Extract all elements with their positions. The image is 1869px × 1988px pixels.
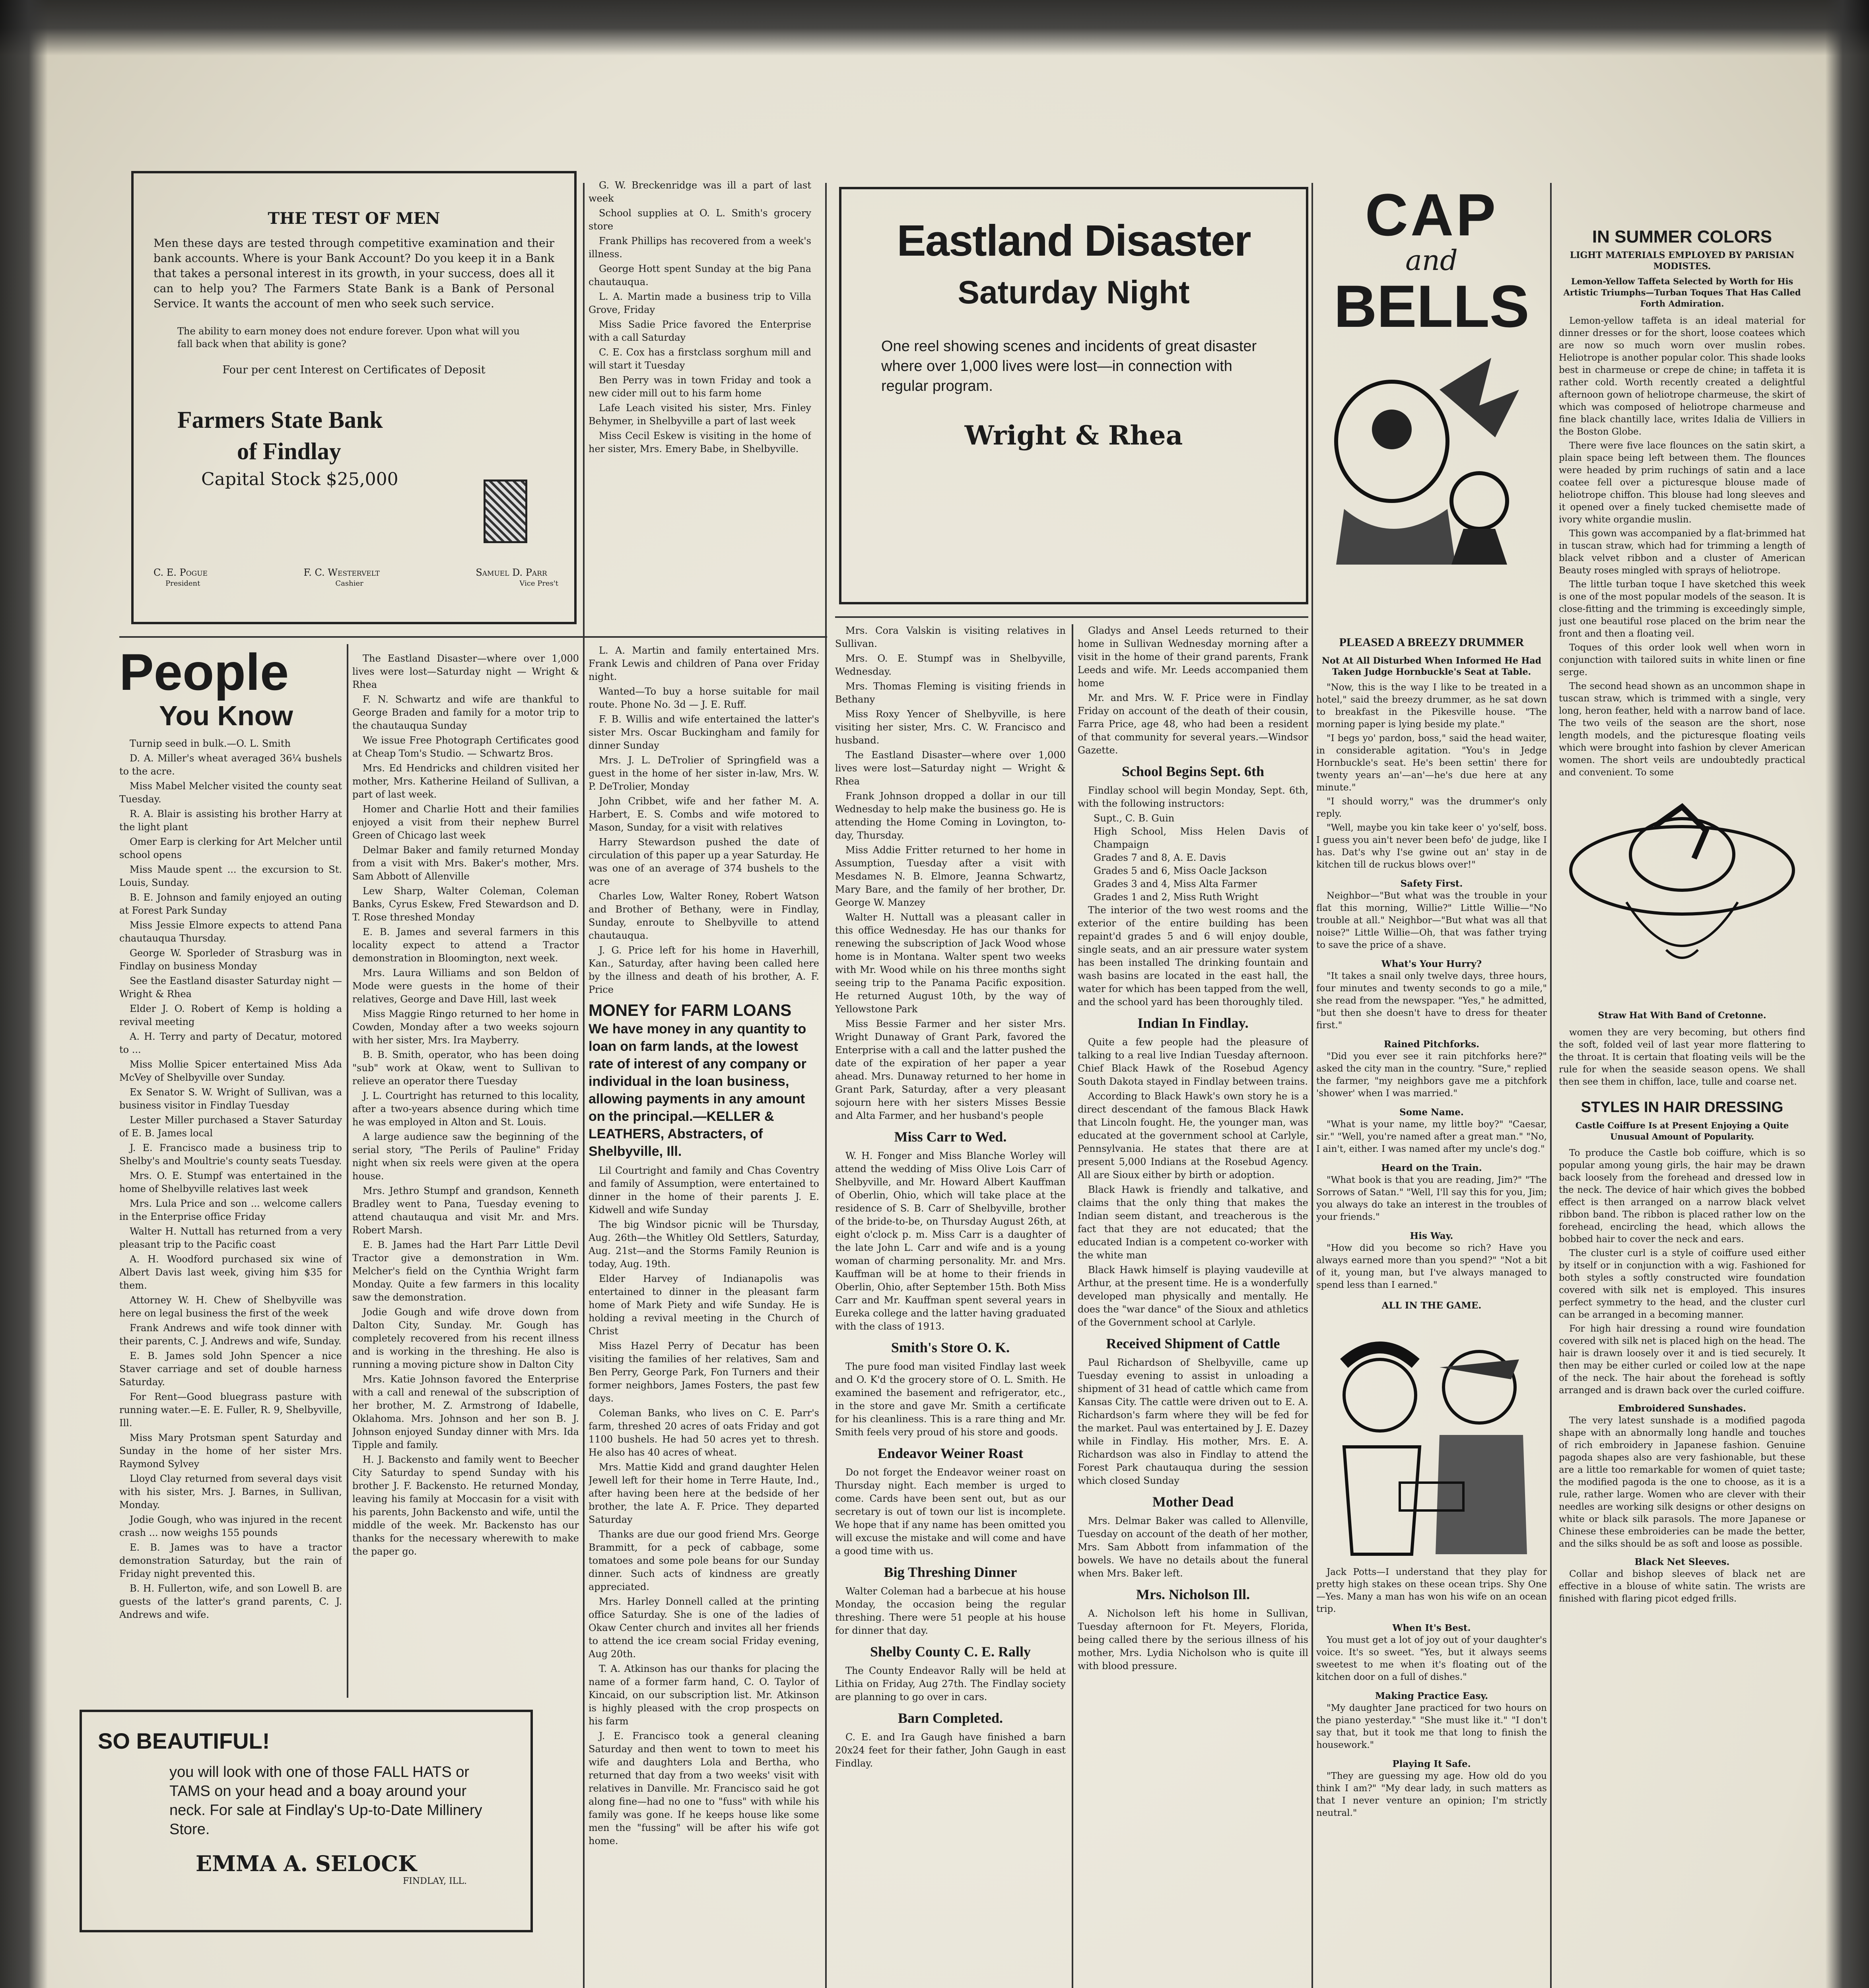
people-title: People bbox=[119, 644, 289, 701]
column-5: Gladys and Ansel Leeds returned to their home in Sullivan Wednesday morning after a visit in the home of their grand parents, Frank Leeds and wife. Mr. Leeds accompanied them home Mr. and Mrs. W. F. Price were in Findlay Friday on account of the death of their cousin, Farra Price, age 48, who had been a resident of that community for several years.—Windsor Gazette. School Begins Sept. 6th Findlay school will begin Monday, Sept. 6th, with the following instructors: Supt., C. B. Guin High School, Miss Helen Davis of Champaign Grades 7 and 8, A. E. Davis Grades 5 and 6, Miss Oacle Jackson Grades 3 and 4, Miss Alta Farmer Grades 1 and 2, Miss Ruth Wright The interior of the two west rooms and the exterior of the entire building has been repaint'd grades 5 and 6 will enjoy double, single seats, and an air pressure water system has been installed The drinking fountain and wash basins are located in the east hall, the water for which has been tapped from the well, and the school yard has been thoroughly tiled. Indian In Findlay. Quite a few people had the pleasure of talking to a real live Indian Tuesday afternoon. Chief Black Hawk of the Rosebud Agency South Dakota stayed in Findlay between trains. According to Black Hawk's own story he is a direct descendant of the famous Black Hawk that Lincoln fought. He, the younger man, was educated at the government school at Carlyle, Pennsylvania. He states that there are at present 5,000 Indians at the Rosebud Agency. All are Sioux either by birth or adoption. Black Hawk is friendly and talkative, and claims that the only thing that makes the Indian seem distant, and treacherous is the fact that they are not educated; that the educated Indian is a competent co-worker with the white man Black Hawk himself is playing vaudeville at Arthur, at the present time. He is a wonderfully developed man physically and mentally. He does the "war dance" of the Sioux and athletics of the Government school at Carlyle. Received Shipment of Cattle Paul Richardson of Shelbyville, came up Tuesday evening to assist in unloading a shipment of 31 head of cattle which came from Kansas City. The cattle were driven out to E. A. Richardson's farm where they will be fed for the market. Paul was entertained by J. E. Dazey while in Findlay. His mother, Mrs. E. A. Richardson was also in Findlay to attend the Forest Park chautauqua during the session which closed Sunday Mother Dead Mrs. Delmar Baker was called to Allenville, Tuesday on account of the death of her mother, Mrs. Sam Abbott from infammation of the bowels. We have no details about the funeral when Mrs. Baker left. Mrs. Nicholson Ill. A. Nicholson left his home in Sullivan, Tuesday afternoon for Ft. Meyers, Florida, being called there by the serious illness of his mother, Mrs. Lydia Nicholson who is quite ill with blood pressure. bbox=[1078, 625, 1308, 1672]
bank-ad-name1: Farmers State Bank bbox=[177, 407, 383, 433]
rule-col-4 bbox=[825, 183, 827, 1988]
bank-seal-icon bbox=[484, 480, 527, 543]
rule-col-5 bbox=[1072, 624, 1073, 1988]
carr-title: Miss Carr to Wed. bbox=[894, 1129, 1007, 1145]
people-subtitle: You Know bbox=[159, 700, 293, 731]
selock-name: EMMA A. SELOCK bbox=[196, 1851, 417, 1876]
rule-col-3 bbox=[583, 183, 585, 1988]
cap-bells-title-and: and bbox=[1405, 244, 1458, 277]
selock-place: FINDLAY, ILL. bbox=[402, 1876, 467, 1886]
hat-illustration-icon bbox=[1563, 783, 1801, 1006]
rally-title: Shelby County C. E. Rally bbox=[870, 1644, 1031, 1660]
indian-title: Indian In Findlay. bbox=[1137, 1015, 1249, 1031]
bank-ad bbox=[131, 171, 577, 624]
bank-ad-name2: of Findlay bbox=[237, 438, 341, 464]
eastland-sponsor: Wright & Rhea bbox=[964, 420, 1183, 451]
selock-ad bbox=[80, 1710, 533, 1932]
bank-ad-capital: Capital Stock $25,000 bbox=[201, 469, 398, 489]
scan-edge-top bbox=[0, 0, 1869, 56]
threshing-title: Big Threshing Dinner bbox=[884, 1564, 1017, 1580]
school-title: School Begins Sept. 6th bbox=[1121, 763, 1265, 779]
cartoon-illustration-icon bbox=[1320, 1316, 1543, 1562]
eastland-title-1: Eastland Disaster bbox=[897, 216, 1251, 265]
jester-illustration-icon bbox=[1320, 342, 1543, 573]
rule-col-cap bbox=[1311, 183, 1313, 1988]
rule-col-2 bbox=[347, 644, 348, 1698]
column-2-mid: The Eastland Disaster—where over 1,000 lives were lost—Saturday night — Wright & Rhea F. N. Schwartz and wife are thankful to George Braden and family for a motor trip to the chautauqua Sunday We issue Free Photograph Certificates good at Cheap Tom's Studio. — Schwartz Bros. Mrs. Ed Hendricks and children visited her mother, Mrs. Katherine Heiland of Sullivan, a part of last week. Homer and Charlie Hott and their families enjoyed a visit from their nephew Burrel Green of Chicago last week Delmar Baker and family returned Monday from a visit with Mrs. Baker's mother, Mrs. Sam Abbott of Allenville Lew Sharp, Walter Coleman, Coleman Banks, Cyrus Eskew, Fred Stewardson and D. T. Rose threshed Monday E. B. James and several farmers in this locality expect to attend a Tractor demonstration in Bloomington, next week. Mrs. Laura Williams and son Beldon of Mode were guests in the home of their relatives, George and Dave Hill, last week Miss Maggie Ringo returned to her home in Cowden, Monday after a two weeks sojourn with her sister, Mrs. Ira Mayberry. B. B. Smith, operator, who has been doing "sub" work at Okaw, went to Sullivan to relieve an operator there Tuesday J. L. Courtright has returned to this locality, after a two-years absence during which time he was employed in Alton and St. Louis. A large audience saw the beginning of the serial story, "The Perils of Pauline" Friday night when six reels were given at the opera house. Mrs. Jethro Stumpf and grandson, Kenneth Bradley went to Pana, Tuesday evening to attend chautauqua and visit Mr. and Mrs. Robert Marsh. E. B. James had the Hart Parr Little Devil Tractor give a demonstration in Wm. Melcher's field on the Cynthia Wright farm Monday. Quite a few farmers in this locality saw the demonstration. Jodie Gough and wife drove down from Dalton City, Sunday. Mr. Gough has completely recovered from his recent illness and is working in the threshing. He also is running a moving picture show in Dalton City Mrs. Katie Johnson favored the Enterprise with a call and renewal of the subscription of her brother, M. Z. Armstrong of Idabelle, Oklahoma. Mrs. Johnson and her son B. J. Johnson enjoyed Sunday dinner with Mrs. Ida Tipple and family. H. J. Backensto and family went to Beecher City Saturday to spend Sunday with his brother J. F. Backensto. He returned Monday, leaving his family at Moccasin for a visit with his parents, John Backensto and wife, until the middle of the week. Mr. Backensto has our thanks for the necessary wherewith to make the paper go. bbox=[352, 653, 579, 1557]
bank-officers bbox=[153, 567, 558, 589]
money-ad: MONEY for FARM LOANS We have money in any quantity to loan on farm lands, at the lowest rate of interest of any company or individual in the loan business, allowing payments in any amount on the principal.—KELLER & LEATHERS, Abstracters, of Shelbyville, Ill. bbox=[589, 1001, 806, 1159]
rule-people bbox=[119, 636, 827, 638]
scan-edge-left bbox=[0, 0, 48, 1988]
cap-bells-title-cap: CAP bbox=[1365, 181, 1498, 248]
officer-vice-president: Samuel D. Parr Vice Pres't bbox=[476, 567, 558, 588]
bank-ad-intro: Men these days are tested through competitive examination and their bank accounts. Where is your Bank Account? Do you keep it in a Bank that takes a personal interest in its growth, in your success, does all it can to help you? The Farmers State Bank is a Bank of Personal Service. It wants the account of men who seek such service. bbox=[153, 237, 554, 310]
selock-title: SO BEAUTIFUL! bbox=[98, 1728, 270, 1753]
endeavor-title: Endeavor Weiner Roast bbox=[877, 1445, 1024, 1461]
bank-ad-line2: The ability to earn money does not endure forever. Upon what will you fall back when that ability is gone? bbox=[177, 326, 520, 349]
officer-president: C. E. Pogue President bbox=[153, 567, 208, 588]
barn-title: Barn Completed. bbox=[898, 1710, 1003, 1726]
eastland-body: One reel showing scenes and incidents of great disaster where over 1,000 lives were lost—in connection with regular program. bbox=[881, 338, 1257, 394]
nicholson-title: Mrs. Nicholson Ill. bbox=[1136, 1586, 1250, 1602]
rule-col-fashion bbox=[1550, 183, 1552, 1988]
mother-title: Mother Dead bbox=[1152, 1494, 1234, 1510]
eastland-title-2: Saturday Night bbox=[958, 274, 1190, 311]
scan-edge-right bbox=[1825, 0, 1869, 1988]
fashion-column: IN SUMMER COLORS LIGHT MATERIALS EMPLOYED BY PARISIAN MODISTES. Lemon-Yellow Taffeta Selected by Worth for His Artistic Triumphs—Turban Toques That Has Called Forth Admiration. Lemon-yellow taffeta is an ideal material for dinner dresses or for the short, loose coatees which are now so much worn over muslin robes. Heliotrope is another popular color. This shade looks best in charmeuse or crepe de chine; in taffeta it is rather cold. Worth recently created a delightful afternoon gown of heliotrope charmeuse, the skirt of which was composed of heliotrope charmeuse and fine black chantilly lace, writes Idalia de Villiers in the Boston Globe. There were five lace flounces on the satin skirt, a plain space being left between them. The flounces were headed by prim ruchings of satin and a lace coatee fell over a picturesque blouse made of heliotrope chiffon. This blouse had long sleeves and it opened over a finely tucked chemisette made of ivory white organdie muslin. This gown was accompanied by a flat-brimmed hat in tuscan straw, which had for trimming a length of black velvet ribbon and a cluster of American Beauty roses mingled with sprays of heliotrope. The little turban toque I have sketched this week is one of the most popular models of the season. It is close-fitting and the trimming is exceedingly simple, just one beautiful rose placed on the brim near the front and then a floating veil. Toques of this order look well when worn in conjunction with tailored suits in white linen or fine serge. The second head shown as an uncommon shape in tuscan straw, which is trimmed with a single, very long, heron feather, held with a narrow band of lace. The two veils of the season are the short, nose length models, and the picturesque floating veils which were brought into fashion by clever American women. The short veils are undoubtedly practical and convenient. To some Straw Hat With Band of Cretonne. women they are very becoming, but others find the soft, folded veil of last year more flattering to the throat. It is certain that floating veils will be the rule for when the seaside season opens. We shall then see them in chiffon, lace, tulle and coarse net. STYLES IN HAIR DRESSING Castle Coiffure Is at Present Enjoying a Quite Unusual Amount of Popularity. To produce the Castle bob coiffure, which is so popular among young girls, the hair may be drawn back loosely from the forehead and dressed low in the neck. The device of hair which gives the bobbed effect is then arranged on a narrow black velvet ribbon band. The ribbon is placed rather low on the forehead, encircling the head, which allows the bobbed hair to cover the neck and ears. The cluster curl is a style of coiffure used either by itself or in conjunction with a wig. Fashioned for both styles a softly constructed wire foundation covered with silk net is employed. This insures perfect symmetry to the head, and the cluster curl can be arranged in a becoming manner. For high hair dressing a round wire foundation covered with silk net is placed high on the head. The hair is drawn loosely over it and is tied securely. It then may be either curled or coiled low at the nape of the neck. The hair about the forehead is softly arranged and is drawn back over the curled coiffure. Embroidered Sunshades. The very latest sunshade is a modified pagoda shape with an abnormally long handle and touches of rich embroidery in Japanese fashion. Genuine pagoda shapes also are very fashionable, but these are a little too remarkable for women of quiet taste; the modified pagoda is the one to choose, as it is a rule, rather large. Women who are clever with their needles are working silk designs or other designs on white or black silk parasols. The more Japanese or Chinese these embroideries can be made the better, and the silks should be as soft and loose as possible. Black Net Sleeves. Collar and bishop sleeves of black net are effective in a blouse of white satin. The wrists are finished with flaring picot edged frills. bbox=[1559, 227, 1805, 1604]
cattle-title: Received Shipment of Cattle bbox=[1106, 1336, 1280, 1351]
school-staff: Supt., C. B. Guin High School, Miss Helen Davis of Champaign Grades 7 and 8, A. E. Davis Grades 5 and 6, Miss Oacle Jackson Grades 3 and 4, Miss Alta Farmer Grades 1 and 2, Miss Ruth Wright bbox=[1094, 813, 1308, 903]
column-4: Mrs. Cora Valskin is visiting relatives in Sullivan. Mrs. O. E. Stumpf was in Shelbyville, Wednesday. Mrs. Thomas Fleming is visiting friends in Bethany Miss Roxy Yencer of Shelbyville, is here visiting her sister, Mrs. C. W. Francisco and husband. The Eastland Disaster—where over 1,000 lives were lost—Saturday night — Wright & Rhea Frank Johnson dropped a dollar in our till Wednesday to help make the business go. He is attending the Home Coming in Lovington, to-day, Thursday. Miss Addie Fritter returned to her home in Assumption, Tuesday after a visit with Mesdames N. B. Elmore, Jeanna Schwartz, Mary Bare, and the family of her brother, Dr. George W. Manzey Walter H. Nuttall was a pleasant caller in this office Wednesday. He has our thanks for renewing the subscription of Jack Wood whose home is in Montana. Walter spent two weeks with Mr. Wood while on his three months sight seeing trip to the Panama Pacific exposition. He returned August 10th, by the way of Yellowstone Park Miss Bessie Farmer and her sister Mrs. Wright Dunaway of Grant Park, favored the Enterprise with a call and the latter pushed the date of the expiration of her paper a year ahead. Mrs. Dunaway returned to her home in Grant Park, Saturday, after a very pleasant sojourn here with her sisters Misses Bessie and Alta Farmer, and her husband's people Miss Carr to Wed. W. H. Fonger and Miss Blanche Worley will attend the wedding of Miss Olive Lois Carr of Shelbyville, and Mr. Howard Albert Kauffman of Oberlin, Ohio, which will take place at the residence of S. B. Carr of Shelbyville, brother of the bride-to-be, on Thursday August 26th, at eight o'clock p. m. Miss Carr is a daughter of the late John L. Carr and wife and is a young woman of charming personality. Mr. and Mrs. Kauffman will be at home to their friends in Oberlin, Ohio, after September 15th. Both Miss Carr and Mr. Kauffman spent several years in Eureka college and the latter having graduated with the class of 1913. Smith's Store O. K. The pure food man visited Findlay last week and O. K'd the grocery store of O. L. Smith. He examined the basement and refrigerator, etc., in the store and gave Mr. Smith a certificate for his cleanliness. This is a rare thing and Mr. Smith feels very proud of his store and goods. Endeavor Weiner Roast Do not forget the Endeavor weiner roast on Thursday night. Each member is urged to come. Cards have been sent out, but as our secretary is out of town our list is incomplete. We hope that if any name has been omitted you will excuse the mistake and will come and have a good time with us. Big Threshing Dinner Walter Coleman had a barbecue at his house Monday, the occasion being the regular threshing. There were 51 people at his house for dinner that day. Shelby County C. E. Rally The County Endeavor Rally will be held at Lithia on Friday, Aug 27th. The Findlay society are planning to go over in cars. Barn Completed. C. E. and Ira Gaugh have finished a barn 20x24 feet for their father, John Gaugh in east Findlay. bbox=[835, 625, 1066, 1769]
people-column: People You Know Turnip seed in bulk.—O. L. Smith D. A. Miller's wheat averaged 36¼ bushels to the acre. Miss Mabel Melcher visited the county seat Tuesday. R. A. Blair is assisting his brother Harry at the light plant Omer Earp is clerking for Art Melcher until school opens Miss Maude spent ... the excursion to St. Louis, Sunday. B. E. Johnson and family enjoyed an outing at Forest Park Sunday Miss Jessie Elmore expects to attend Pana chautauqua Thursday. George W. Sporleder of Strasburg was in Findlay on business Monday See the Eastland disaster Saturday night — Wright & Rhea Elder J. O. Robert of Kemp is holding a revival meeting A. H. Terry and party of Decatur, motored to ... Miss Mollie Spicer entertained Miss Ada McVey of Shelbyville over Sunday. Ex Senator S. W. Wright of Sullivan, was a business visitor in Findlay Tuesday Lester Miller purchased a Staver Saturday of E. B. James local J. E. Francisco made a business trip to Shelby's and Moultrie's county seats Tuesday. Mrs. O. E. Stumpf was entertained in the home of Shelbyville relatives last week Mrs. Lula Price and son ... welcome callers in the Enterprise office Friday Walter H. Nuttall has returned from a very pleasant trip to the Pacific coast A. H. Woodford purchased six wine of Albert Davis last week, giving him $35 for them. Attorney W. H. Chew of Shelbyville was here on legal business the first of the week Frank Andrews and wife took dinner with their parents, C. J. Andrews and wife, Sunday. E. B. James sold John Spencer a nice Staver carriage and set of double harness Saturday. For Rent—Good bluegrass pasture with running water.—E. E. Fuller, R. 9, Shelbyville, Ill. Miss Mary Protsman spent Saturday and Sunday in the home of her sister Mrs. Raymond Sylvey Lloyd Clay returned from several days visit with his sister, Mrs. J. Barnes, in Sullivan, Monday. Jodie Gough, who was injured in the recent crash ... now weighs 155 pounds E. B. James was to have a tractor demonstration Saturday, but the rain of Friday night prevented this. B. H. Fullerton, wife, and son Lowell B. are guests of the latter's grand parents, C. J. Andrews and wife. bbox=[119, 644, 342, 1620]
smith-title: Smith's Store O. K. bbox=[891, 1340, 1010, 1355]
eastland-ad bbox=[839, 187, 1308, 604]
bank-ad-title: THE TEST OF MEN bbox=[268, 209, 440, 228]
bank-ad-interest: Four per cent Interest on Certificates of Deposit bbox=[222, 364, 486, 376]
cap-bells-title-bells: BELLS bbox=[1334, 273, 1529, 340]
officer-cashier: F. C. Westervelt Cashier bbox=[303, 567, 380, 588]
rule-eastland bbox=[835, 616, 1308, 618]
column-2-top: G. W. Breckenridge was ill a part of last week School supplies at O. L. Smith's grocery store Frank Phillips has recovered from a week's illness. George Hott spent Sunday at the big Pana chautauqua. L. A. Martin made a business trip to Villa Grove, Friday Miss Sadie Price favored the Enterprise with a call Saturday C. E. Cox has a firstclass sorghum mill and will start it Tuesday Ben Perry was in town Friday and took a new cider mill out to his farm home Lafe Leach visited his sister, Mrs. Finley Behymer, in Shelbyville a part of last week Miss Cecil Eskew is visiting in the home of her sister, Mrs. Emery Babe, in Shelbyville. bbox=[589, 180, 811, 454]
cap-bells-header bbox=[1320, 183, 1543, 620]
column-3: L. A. Martin and family entertained Mrs. Frank Lewis and children of Pana over Friday night. Wanted—To buy a horse suitable for mail route. Phone No. 3d — J. E. Ruff. F. B. Willis and wife entertained the latter's sister Mrs. Oscar Buckingham and family for dinner Sunday Mrs. J. L. DeTrolier of Springfield was a guest in the home of her sister in-law, Mrs. W. P. DeTrolier, Monday John Cribbet, wife and her father M. A. Harbert, E. S. Combs and wife motored to Mason, Sunday, for a visit with relatives Harry Stewardson pushed the date of circulation of this paper up a year Saturday. He was one of an average of 374 bushels to the acre Charles Low, Walter Roney, Robert Watson and Brother of Bethany, were in Findlay, Sunday, enroute to Shelbyville to attend chautauqua. J. G. Price left for his home in Haverhill, Kan., Saturday, after having been called here by the illness and death of his brother, A. F. Price MONEY for FARM LOANS We have money in any quantity to loan on farm lands, at the lowest rate of interest of any company or individual in the loan business, allowing payments in any amount on the principal.—KELLER & LEATHERS, Abstracters, of Shelbyville, Ill. Lil Courtright and family and Chas Coventry and family of Assumption, were entertained to dinner in the home of their parents J. E. Kidwell and wife Sunday The big Windsor picnic will be Thursday, Aug. 26th—the Whitley Old Settlers, Saturday, Aug. 21st—and the Storms Family Reunion is today, Aug. 19th. Elder Harvey of Indianapolis was entertained to dinner in the pleasant farm home of Mark Piety and wife Sunday. He is holding a revival meeting in the Church of Christ Miss Hazel Perry of Decatur has been visiting the families of her relatives, Sam and Ben Perry, George Park, Fon Turners and their former neighbors, James Fosters, the past few days. Coleman Banks, who lives on C. E. Parr's farm, threshed 20 acres of oats Friday and got 1100 bushels. He had 50 acres yet to thresh. He also has 40 acres of wheat. Mrs. Mattie Kidd and grand daughter Helen Jewell left for their home in Terre Haute, Ind., after having been here at the bedside of her brother, the late A. F. Price. They departed Saturday Thanks are due our good friend Mrs. George Brammitt, for a peck of cabbage, some tomatoes and some pole beans for our Sunday dinner. Such acts of kindness are greatly appreciated. Mrs. Harley Donnell called at the printing office Saturday. She is one of the ladies of Okaw Center church and invites all her friends to attend the ice cream social Friday evening, Aug 20th. T. A. Atkinson has our thanks for placing the name of a former farm hand, C. O. Taylor of Kincaid, on our subscription list. Mr. Atkinson is highly pleased with the crop prospects on his farm J. E. Francisco took a general cleaning Saturday and then went to town to meet his wife and daughters Lola and Bertha, who returned that day from a two weeks' visit with relatives in Danville. Mr. Francisco said he got along fine—had no one to "fuss" with while his family was gone. If he keeps house like some men the "fussing" will be after his wife got home. bbox=[589, 645, 819, 1846]
cap-bells-column: PLEASED A BREEZY DRUMMER Not At All Disturbed When Informed He Had Taken Judge Hornbuckle's Seat at Table. "Now, this is the way I like to be treated in a hotel," said the breezy drummer, as he sat down to breakfast in the Pikesville house. "The morning paper is lying beside my plate." "I begs yo' pardon, boss," said the head waiter, in considerable agitation. "You's in Jedge Hornbuckle's seat. He's been settin' there for twenty years an'—an'—he's due here at any minute." "I should worry," was the drummer's only reply. "Well, maybe you kin take keer o' yo'self, boss. I guess you ain't never been befo' de judge, like I has. Dat's why I'se gwine out an' stay in de kitchen till de ruckus blows over!" Safety First. Neighbor—"But what was the trouble in your flat this morning, Willie?" Little Willie—"No trouble at all." Neighbor—"But what was all that noise?" Little Willie—Oh, that was father trying to save the price of a shave. What's Your Hurry? "It takes a snail only twelve days, three hours, four minutes and twenty seconds to go a mile," she read from the newspaper. "Yes," he admitted, "but then she doesn't have to dress for theater first." Rained Pitchforks. "Did you ever see it rain pitchforks here?" asked the city man in the country. "Sure," replied the farmer, "my neighbors gave me a pitchfork 'shower' when I was married." Some Name. "What is your name, my little boy?" "Caesar, sir." "Well, you're named after a great man." "No, I ain't, either. I was named after my uncle's dog." Heard on the Train. "What book is that you are reading, Jim?" "The Sorrows of Satan." "Well, I'll say this for you, Jim; you always do take an interest in the troubles of your friends." His Way. "How did you become so rich? Have you always earned more than you spend?" "Not a bit of it, young man, but I've always managed to spend less than I earned." ALL IN THE GAME. Jack Potts—I understand that they play for pretty high stakes on these ocean trips. Shy One—Yes. Many a man has won his wife on an ocean trip. When It's Best. You must get a lot of joy out of your daughter's voice. It's so sweet. "Yes, but it always seems sweetest to me when it's floating out of the kitchen door on a full of dishes." Making Practice Easy. "My daughter Jane practiced for two hours on the piano yesterday." "She must like it." "I don't say that, but it took me that long to finish the housework." Playing It Safe. "They are guessing my age. How old do you think I am?" "My dear lady, in such matters as that I never venture an opinion; I'm strictly neutral." bbox=[1316, 636, 1547, 1818]
selock-body: you will look with one of those FALL HATS or TAMS on your head and a boay around your neck. For sale at Findlay's Up-to-Date Millinery Store. bbox=[169, 1764, 482, 1838]
